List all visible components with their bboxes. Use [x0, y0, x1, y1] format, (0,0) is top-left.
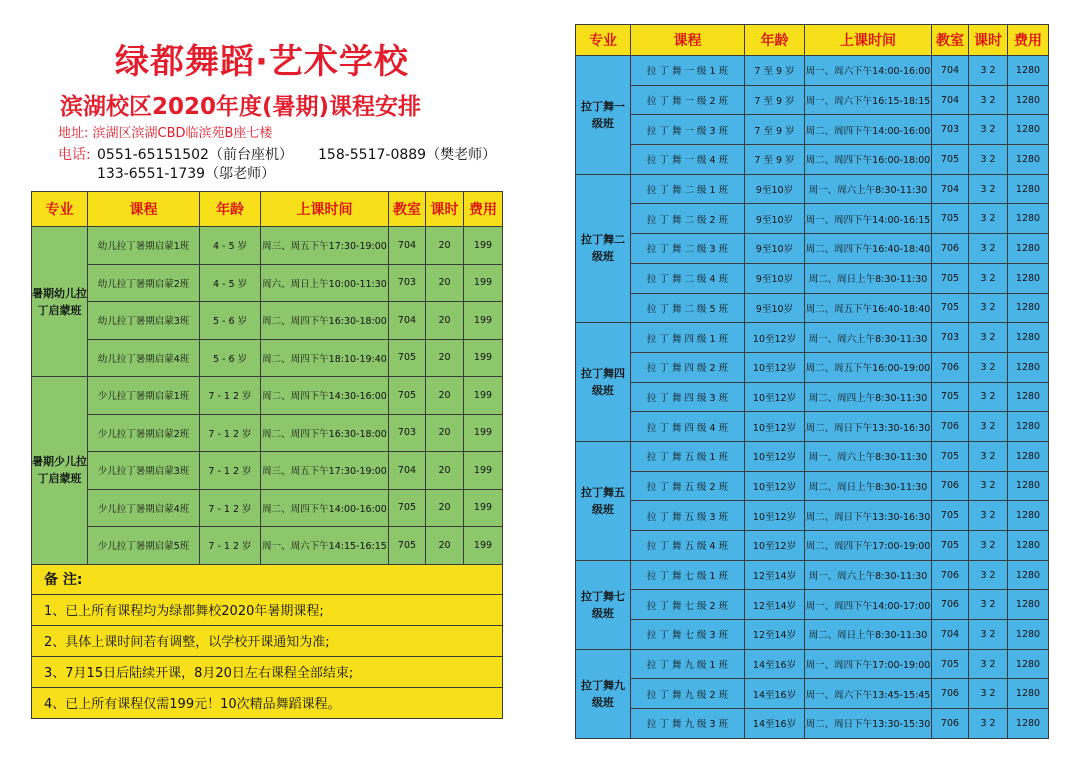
col-course: 课程: [88, 192, 200, 227]
col-major: 专业: [32, 192, 88, 227]
table-row: [576, 441, 1049, 471]
course-cell: 拉 丁 舞 四 级 3 班: [631, 382, 745, 412]
table-row: [32, 489, 503, 527]
notes-title: 备 注:: [32, 564, 503, 594]
time-cell: 周一、周六下午13:45-15:45: [805, 679, 932, 709]
age-cell: 5 - 6 岁: [200, 339, 261, 377]
table-row: [576, 382, 1049, 412]
left-header-row: [32, 192, 503, 227]
note-text: 4、已上所有课程仅需199元！10次精品舞蹈课程。: [32, 687, 503, 718]
time-cell: 周二、周四上午8:30-11:30: [805, 382, 932, 412]
age-cell: 9至10岁: [745, 234, 805, 264]
room-cell: 705: [932, 204, 969, 234]
age-cell: 7 - 1 2 岁: [200, 527, 261, 565]
age-cell: 5 - 6 岁: [200, 302, 261, 340]
fee-cell: 1280: [1008, 85, 1049, 115]
category-cell: 拉丁舞二级班: [576, 174, 631, 322]
fee-cell: 1280: [1008, 204, 1049, 234]
course-cell: 拉 丁 舞 九 级 2 班: [631, 679, 745, 709]
hours-cell: 3 2: [969, 204, 1008, 234]
category-cell: 拉丁舞九级班: [576, 649, 631, 738]
col-time: 上课时间: [805, 25, 932, 56]
age-cell: 9至10岁: [745, 204, 805, 234]
phone-front-desk: 0551-65151502（前台座机）: [97, 147, 293, 163]
age-cell: 9至10岁: [745, 174, 805, 204]
fee-cell: 1280: [1008, 323, 1049, 353]
hours-cell: 20: [426, 339, 464, 377]
room-cell: 706: [932, 352, 969, 382]
fee-cell: 199: [464, 339, 503, 377]
fee-cell: 1280: [1008, 115, 1049, 145]
room-cell: 705: [932, 649, 969, 679]
fee-cell: 1280: [1008, 560, 1049, 590]
hours-cell: 3 2: [969, 263, 1008, 293]
room-cell: 705: [389, 527, 426, 565]
time-cell: 周二、周日上午8:30-11:30: [805, 471, 932, 501]
table-row: [32, 414, 503, 452]
hours-cell: 3 2: [969, 501, 1008, 531]
note-text: 3、7月15日后陆续开课，8月20日左右课程全部结束;: [32, 656, 503, 687]
hours-cell: 20: [426, 489, 464, 527]
course-cell: 拉 丁 舞 九 级 1 班: [631, 649, 745, 679]
table-row: [576, 352, 1049, 382]
table-row: [576, 649, 1049, 679]
fee-cell: 1280: [1008, 471, 1049, 501]
phone-label: 电话:: [58, 147, 91, 163]
fee-cell: 1280: [1008, 620, 1049, 650]
right-schedule-table: [575, 24, 1049, 739]
room-cell: 705: [389, 339, 426, 377]
address-text: 地址: 滨湖区滨湖CBD临滨苑B座七楼: [58, 126, 273, 141]
table-row: [576, 293, 1049, 323]
time-cell: 周二、周日下午13:30-15:30: [805, 709, 932, 739]
hours-cell: 20: [426, 264, 464, 302]
time-cell: 周二、周日上午8:30-11:30: [805, 263, 932, 293]
room-cell: 706: [932, 560, 969, 590]
room-cell: 706: [932, 679, 969, 709]
course-cell: 拉 丁 舞 四 级 2 班: [631, 352, 745, 382]
room-cell: 705: [932, 441, 969, 471]
age-cell: 7 至 9 岁: [745, 85, 805, 115]
room-cell: 704: [389, 452, 426, 490]
fee-cell: 199: [464, 302, 503, 340]
course-cell: 少儿拉丁暑期启蒙4班: [88, 489, 200, 527]
table-row: [576, 174, 1049, 204]
hours-cell: 3 2: [969, 115, 1008, 145]
table-row: [32, 452, 503, 490]
course-cell: 拉 丁 舞 一 级 4 班: [631, 145, 745, 175]
category-cell: 拉丁舞七级班: [576, 560, 631, 649]
col-room: 教室: [932, 25, 969, 56]
fee-cell: 1280: [1008, 56, 1049, 86]
course-cell: 拉 丁 舞 四 级 1 班: [631, 323, 745, 353]
note-row: [32, 687, 503, 718]
age-cell: 7 - 1 2 岁: [200, 414, 261, 452]
school-title: 绿都舞蹈·艺术学校: [115, 42, 409, 82]
table-row: [576, 263, 1049, 293]
room-cell: 706: [932, 234, 969, 264]
table-row: [576, 679, 1049, 709]
time-cell: 周一、周四下午17:00-19:00: [805, 649, 932, 679]
course-cell: 少儿拉丁暑期启蒙1班: [88, 377, 200, 415]
right-header-row: [576, 25, 1049, 56]
col-major: 专业: [576, 25, 631, 56]
time-cell: 周一、周六上午8:30-11:30: [805, 323, 932, 353]
time-cell: 周二、周五下午16:40-18:40: [805, 293, 932, 323]
table-row: [576, 709, 1049, 739]
time-cell: 周二、周日下午13:30-16:30: [805, 412, 932, 442]
time-cell: 周一、周四下午14:00-17:00: [805, 590, 932, 620]
room-cell: 706: [932, 471, 969, 501]
table-row: [32, 264, 503, 302]
fee-cell: 199: [464, 377, 503, 415]
age-cell: 10至12岁: [745, 441, 805, 471]
fee-cell: 1280: [1008, 412, 1049, 442]
age-cell: 10至12岁: [745, 382, 805, 412]
room-cell: 704: [389, 227, 426, 265]
room-cell: 705: [932, 531, 969, 561]
course-cell: 拉 丁 舞 四 级 4 班: [631, 412, 745, 442]
time-cell: 周六、周日上午10:00-11:30: [261, 264, 389, 302]
hours-cell: 3 2: [969, 293, 1008, 323]
age-cell: 14至16岁: [745, 709, 805, 739]
table-row: [32, 227, 503, 265]
room-cell: 705: [932, 145, 969, 175]
time-cell: 周二、周四下午16:30-18:00: [261, 414, 389, 452]
notes-header-row: [32, 564, 503, 594]
time-cell: 周一、周四下午14:00-16:15: [805, 204, 932, 234]
hours-cell: 3 2: [969, 649, 1008, 679]
fee-cell: 199: [464, 227, 503, 265]
hours-cell: 20: [426, 452, 464, 490]
table-row: [576, 412, 1049, 442]
fee-cell: 1280: [1008, 352, 1049, 382]
room-cell: 705: [932, 382, 969, 412]
category-cell: 拉丁舞四级班: [576, 323, 631, 442]
time-cell: 周三、周五下午17:30-19:00: [261, 452, 389, 490]
fee-cell: 1280: [1008, 590, 1049, 620]
age-cell: 9至10岁: [745, 263, 805, 293]
course-cell: 拉 丁 舞 九 级 3 班: [631, 709, 745, 739]
note-text: 1、已上所有课程均为绿都舞校2020年暑期课程;: [32, 594, 503, 625]
hours-cell: 3 2: [969, 531, 1008, 561]
room-cell: 704: [932, 620, 969, 650]
col-fee: 费用: [464, 192, 503, 227]
hours-cell: 3 2: [969, 412, 1008, 442]
table-row: [576, 471, 1049, 501]
table-row: [576, 531, 1049, 561]
course-cell: 少儿拉丁暑期启蒙3班: [88, 452, 200, 490]
col-time: 上课时间: [261, 192, 389, 227]
age-cell: 7 - 1 2 岁: [200, 377, 261, 415]
table-row: [576, 56, 1049, 86]
course-cell: 少儿拉丁暑期启蒙2班: [88, 414, 200, 452]
room-cell: 706: [932, 709, 969, 739]
course-cell: 拉 丁 舞 二 级 5 班: [631, 293, 745, 323]
hours-cell: 3 2: [969, 471, 1008, 501]
age-cell: 9至10岁: [745, 293, 805, 323]
table-row: [576, 115, 1049, 145]
fee-cell: 1280: [1008, 709, 1049, 739]
time-cell: 周一、周六上午8:30-11:30: [805, 560, 932, 590]
room-cell: 706: [932, 590, 969, 620]
course-cell: 拉 丁 舞 七 级 3 班: [631, 620, 745, 650]
fee-cell: 1280: [1008, 293, 1049, 323]
time-cell: 周二、周四下午14:00-16:00: [261, 489, 389, 527]
fee-cell: 1280: [1008, 382, 1049, 412]
hours-cell: 20: [426, 227, 464, 265]
course-cell: 拉 丁 舞 一 级 2 班: [631, 85, 745, 115]
room-cell: 704: [389, 302, 426, 340]
category-cell: 拉丁舞五级班: [576, 441, 631, 560]
course-cell: 拉 丁 舞 五 级 2 班: [631, 471, 745, 501]
time-cell: 周二、周四下午17:00-19:00: [805, 531, 932, 561]
time-cell: 周一、周六上午8:30-11:30: [805, 441, 932, 471]
course-cell: 幼儿拉丁暑期启蒙2班: [88, 264, 200, 302]
fee-cell: 1280: [1008, 649, 1049, 679]
course-cell: 拉 丁 舞 七 级 1 班: [631, 560, 745, 590]
category-cell: 暑期幼儿拉丁启蒙班: [32, 227, 88, 377]
age-cell: 4 - 5 岁: [200, 264, 261, 302]
fee-cell: 199: [464, 452, 503, 490]
hours-cell: 3 2: [969, 352, 1008, 382]
course-cell: 拉 丁 舞 五 级 1 班: [631, 441, 745, 471]
table-row: [576, 234, 1049, 264]
table-row: [576, 145, 1049, 175]
age-cell: 4 - 5 岁: [200, 227, 261, 265]
course-cell: 拉 丁 舞 七 级 2 班: [631, 590, 745, 620]
note-row: [32, 625, 503, 656]
course-cell: 拉 丁 舞 二 级 3 班: [631, 234, 745, 264]
course-cell: 拉 丁 舞 二 级 2 班: [631, 204, 745, 234]
age-cell: 7 至 9 岁: [745, 56, 805, 86]
table-row: [32, 339, 503, 377]
hours-cell: 3 2: [969, 174, 1008, 204]
age-cell: 10至12岁: [745, 352, 805, 382]
fee-cell: 199: [464, 264, 503, 302]
category-cell: 暑期少儿拉丁启蒙班: [32, 377, 88, 565]
table-row: [576, 620, 1049, 650]
age-cell: 7 - 1 2 岁: [200, 452, 261, 490]
time-cell: 周三、周五下午17:30-19:00: [261, 227, 389, 265]
time-cell: 周二、周日下午13:30-16:30: [805, 501, 932, 531]
hours-cell: 3 2: [969, 620, 1008, 650]
age-cell: 7 - 1 2 岁: [200, 489, 261, 527]
fee-cell: 1280: [1008, 234, 1049, 264]
room-cell: 705: [389, 489, 426, 527]
hours-cell: 3 2: [969, 145, 1008, 175]
course-cell: 幼儿拉丁暑期启蒙3班: [88, 302, 200, 340]
hours-cell: 3 2: [969, 679, 1008, 709]
course-cell: 拉 丁 舞 五 级 4 班: [631, 531, 745, 561]
time-cell: 周二、周四下午16:30-18:00: [261, 302, 389, 340]
age-cell: 10至12岁: [745, 501, 805, 531]
room-cell: 703: [932, 115, 969, 145]
table-row: [576, 204, 1049, 234]
col-fee: 费用: [1008, 25, 1049, 56]
age-cell: 14至16岁: [745, 649, 805, 679]
time-cell: 周二、周四下午16:00-18:00: [805, 145, 932, 175]
fee-cell: 199: [464, 527, 503, 565]
left-schedule-table: [31, 191, 503, 719]
fee-cell: 1280: [1008, 145, 1049, 175]
hours-cell: 3 2: [969, 382, 1008, 412]
col-age: 年龄: [200, 192, 261, 227]
table-row: [576, 323, 1049, 353]
hours-cell: 20: [426, 414, 464, 452]
col-hours: 课时: [969, 25, 1008, 56]
note-row: [32, 594, 503, 625]
age-cell: 10至12岁: [745, 471, 805, 501]
table-row: [576, 501, 1049, 531]
schedule-subtitle: 滨湖校区2020年度(暑期)课程安排: [60, 94, 422, 120]
time-cell: 周二、周四下午14:30-16:00: [261, 377, 389, 415]
room-cell: 705: [932, 263, 969, 293]
room-cell: 703: [389, 264, 426, 302]
hours-cell: 3 2: [969, 85, 1008, 115]
hours-cell: 20: [426, 527, 464, 565]
hours-cell: 20: [426, 377, 464, 415]
time-cell: 周一、周六下午14:15-16:15: [261, 527, 389, 565]
age-cell: 14至16岁: [745, 679, 805, 709]
room-cell: 705: [389, 377, 426, 415]
fee-cell: 1280: [1008, 531, 1049, 561]
room-cell: 706: [932, 412, 969, 442]
note-row: [32, 656, 503, 687]
age-cell: 7 至 9 岁: [745, 145, 805, 175]
col-hours: 课时: [426, 192, 464, 227]
age-cell: 10至12岁: [745, 412, 805, 442]
course-cell: 拉 丁 舞 二 级 1 班: [631, 174, 745, 204]
age-cell: 12至14岁: [745, 590, 805, 620]
age-cell: 12至14岁: [745, 620, 805, 650]
course-cell: 拉 丁 舞 一 级 3 班: [631, 115, 745, 145]
course-cell: 拉 丁 舞 一 级 1 班: [631, 56, 745, 86]
time-cell: 周二、周四下午18:10-19:40: [261, 339, 389, 377]
age-cell: 12至14岁: [745, 560, 805, 590]
hours-cell: 3 2: [969, 323, 1008, 353]
room-cell: 705: [932, 293, 969, 323]
col-room: 教室: [389, 192, 426, 227]
table-row: [32, 527, 503, 565]
fee-cell: 1280: [1008, 263, 1049, 293]
time-cell: 周二、周五下午16:00-19:00: [805, 352, 932, 382]
course-cell: 幼儿拉丁暑期启蒙1班: [88, 227, 200, 265]
fee-cell: 199: [464, 414, 503, 452]
col-course: 课程: [631, 25, 745, 56]
table-row: [576, 590, 1049, 620]
age-cell: 10至12岁: [745, 531, 805, 561]
table-row: [576, 85, 1049, 115]
category-cell: 拉丁舞一级班: [576, 56, 631, 175]
fee-cell: 1280: [1008, 174, 1049, 204]
col-age: 年龄: [745, 25, 805, 56]
hours-cell: 3 2: [969, 709, 1008, 739]
note-text: 2、具体上课时间若有调整，以学校开课通知为准;: [32, 625, 503, 656]
hours-cell: 3 2: [969, 590, 1008, 620]
phone-teacher-wu: 133-6551-1739（邬老师）: [97, 166, 276, 182]
fee-cell: 1280: [1008, 441, 1049, 471]
time-cell: 周一、周六下午14:00-16:00: [805, 56, 932, 86]
hours-cell: 3 2: [969, 441, 1008, 471]
time-cell: 周二、周日上午8:30-11:30: [805, 620, 932, 650]
course-cell: 少儿拉丁暑期启蒙5班: [88, 527, 200, 565]
room-cell: 703: [932, 323, 969, 353]
time-cell: 周一、周六下午16:15-18:15: [805, 85, 932, 115]
course-cell: 拉 丁 舞 二 级 4 班: [631, 263, 745, 293]
course-cell: 拉 丁 舞 五 级 3 班: [631, 501, 745, 531]
hours-cell: 3 2: [969, 56, 1008, 86]
room-cell: 704: [932, 174, 969, 204]
hours-cell: 3 2: [969, 234, 1008, 264]
age-cell: 10至12岁: [745, 323, 805, 353]
time-cell: 周一、周六上午8:30-11:30: [805, 174, 932, 204]
hours-cell: 20: [426, 302, 464, 340]
phone-teacher-fan: 158-5517-0889（樊老师）: [318, 147, 497, 163]
room-cell: 705: [932, 501, 969, 531]
hours-cell: 3 2: [969, 560, 1008, 590]
fee-cell: 199: [464, 489, 503, 527]
age-cell: 7 至 9 岁: [745, 115, 805, 145]
course-cell: 幼儿拉丁暑期启蒙4班: [88, 339, 200, 377]
fee-cell: 1280: [1008, 501, 1049, 531]
room-cell: 703: [389, 414, 426, 452]
table-row: [32, 302, 503, 340]
table-row: [576, 560, 1049, 590]
time-cell: 周二、周四下午16:40-18:40: [805, 234, 932, 264]
table-row: [32, 377, 503, 415]
room-cell: 704: [932, 56, 969, 86]
room-cell: 704: [932, 85, 969, 115]
time-cell: 周二、周四下午14:00-16:00: [805, 115, 932, 145]
fee-cell: 1280: [1008, 679, 1049, 709]
